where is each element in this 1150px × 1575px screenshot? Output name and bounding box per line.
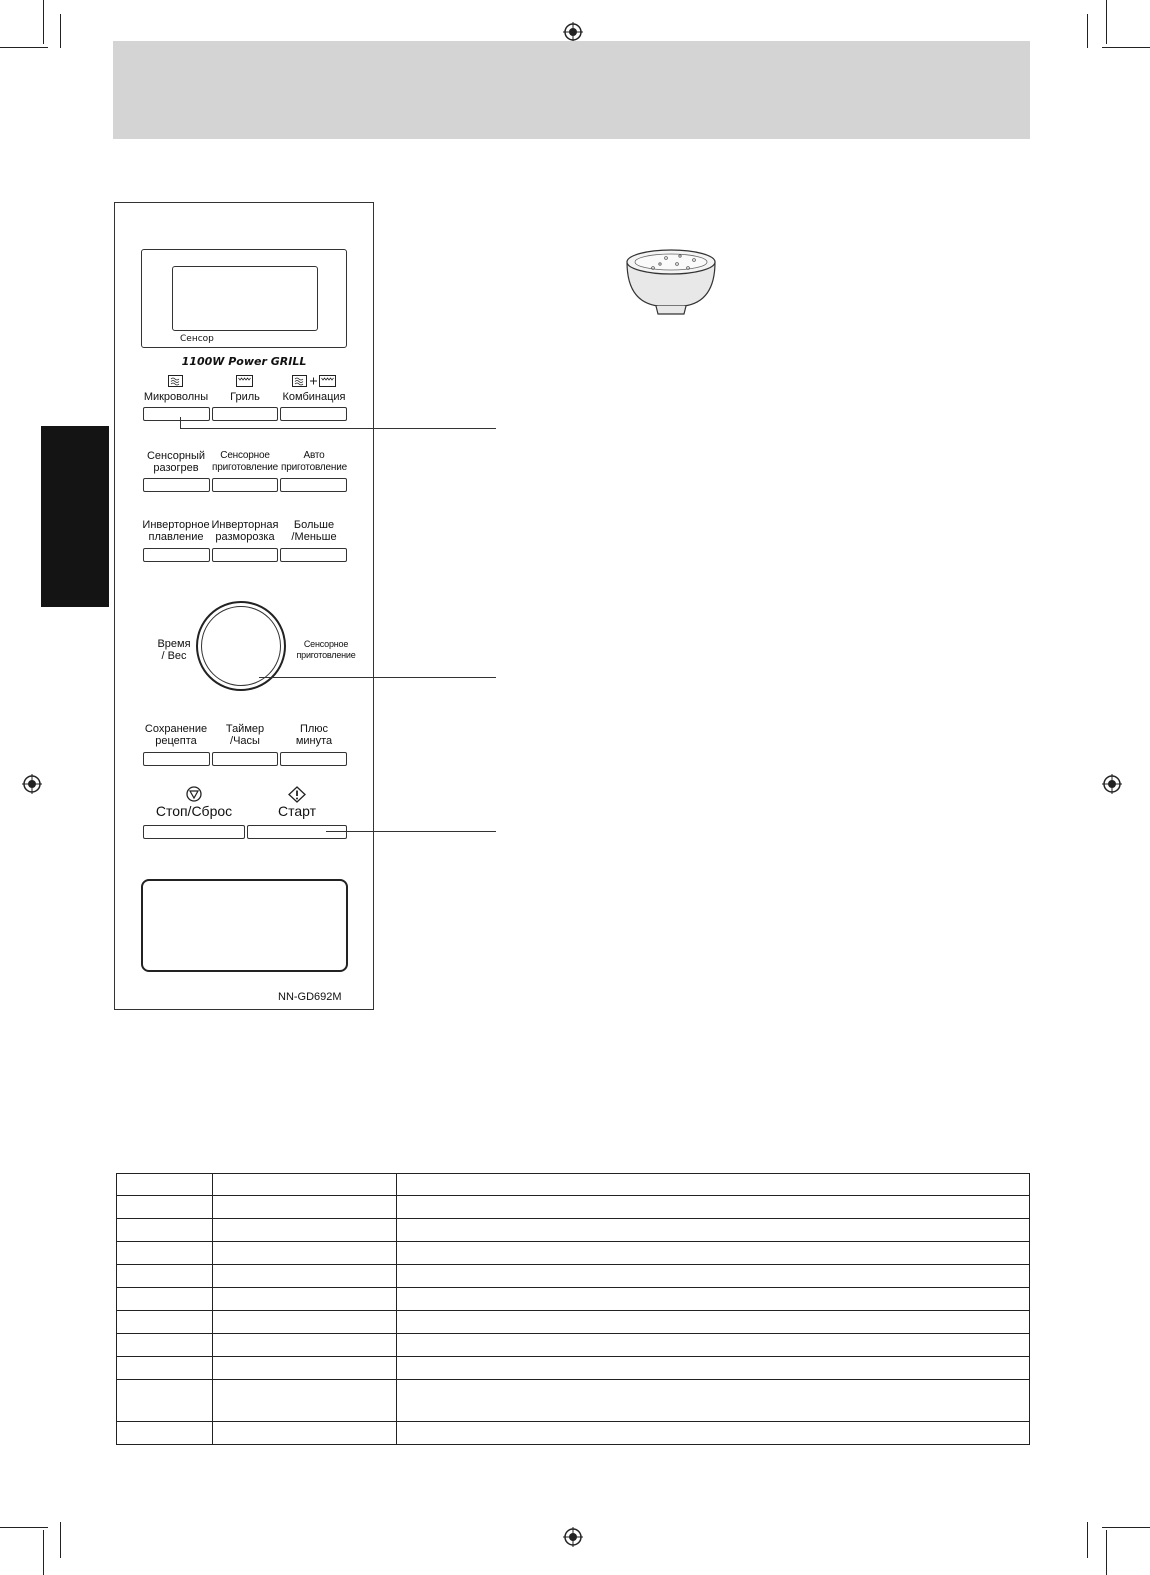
- combination-icon: [292, 375, 337, 387]
- start-label: Старт: [277, 803, 317, 819]
- registration-mark-icon: [1102, 774, 1122, 794]
- crop-mark: [43, 1530, 44, 1575]
- leader-line: [180, 428, 496, 429]
- timer-clock-label: [210, 723, 280, 747]
- sensor-cook-button[interactable]: [212, 478, 278, 492]
- label-line: плавление: [148, 531, 204, 543]
- crop-mark: [1102, 47, 1150, 48]
- table-row-line: [116, 1287, 1030, 1288]
- crop-mark: [1087, 14, 1088, 48]
- table-row-line: [116, 1241, 1030, 1242]
- table-row-line: [116, 1195, 1030, 1196]
- leader-line: [259, 677, 496, 678]
- microwave-icon: [168, 375, 183, 387]
- registration-mark-icon: [563, 1527, 583, 1547]
- table-row-line: [116, 1356, 1030, 1357]
- table-row-line: [116, 1264, 1030, 1265]
- table-row-line: [116, 1421, 1030, 1422]
- label-line: Сенсорное: [303, 639, 349, 649]
- table-col-line: [1029, 1173, 1030, 1445]
- save-recipe-label: [138, 723, 214, 747]
- label-line: приготовление: [281, 462, 347, 473]
- label-line: Сенсорный: [146, 450, 206, 462]
- label-line: Плюс: [299, 723, 329, 735]
- dial-inner-ring: [201, 606, 281, 686]
- label-line: Время: [157, 638, 191, 650]
- label-line: разморозка: [215, 531, 275, 543]
- inverter-defrost-label: [207, 519, 283, 543]
- label-line: рецепта: [155, 735, 197, 747]
- label-line: / Вес: [161, 650, 187, 662]
- label-line: /Часы: [230, 735, 260, 747]
- label-line: минута: [295, 735, 333, 747]
- dial-left-label: [148, 638, 200, 662]
- label-line: Таймер: [225, 723, 265, 735]
- table-row-line: [116, 1173, 1030, 1174]
- table-row-line: [116, 1310, 1030, 1311]
- sensor-label: Сенсор: [180, 334, 214, 344]
- registration-mark-icon: [563, 22, 583, 42]
- auto-cook-button[interactable]: [280, 478, 347, 492]
- stop-reset-label: Стоп/Сброс: [155, 803, 233, 819]
- crop-mark: [60, 1522, 61, 1558]
- timer-clock-button[interactable]: [212, 752, 278, 766]
- microwave-label: Микроволны: [143, 391, 209, 403]
- save-recipe-button[interactable]: [143, 752, 210, 766]
- brand-label: 1100W Power GRILL: [181, 355, 307, 368]
- plus-minute-label: [278, 723, 350, 747]
- crop-mark: [1087, 1522, 1088, 1558]
- start-icon: [288, 786, 306, 803]
- label-line: Сохранение: [144, 723, 208, 735]
- sensor-reheat-label: [140, 450, 212, 474]
- crop-mark: [1106, 0, 1107, 44]
- dial-right-label: [292, 639, 360, 661]
- crop-mark: [1102, 1527, 1150, 1528]
- inverter-defrost-button[interactable]: [212, 548, 278, 562]
- door-window: [141, 879, 348, 972]
- rice-bowl-icon: [622, 244, 720, 318]
- more-less-label: [278, 519, 350, 543]
- label-line: Сенсорное: [220, 450, 270, 461]
- table-row-line: [116, 1444, 1030, 1445]
- more-less-button[interactable]: [280, 548, 347, 562]
- display-screen: [172, 266, 318, 331]
- grill-label: Гриль: [230, 391, 260, 403]
- grill-button[interactable]: [212, 407, 278, 421]
- inverter-melt-label: [138, 519, 214, 543]
- header-band: [113, 41, 1030, 139]
- crop-mark: [1106, 1530, 1107, 1575]
- crop-mark: [0, 1527, 48, 1528]
- stop-reset-button[interactable]: [143, 825, 245, 839]
- table-col-line: [396, 1173, 397, 1445]
- plus-minute-button[interactable]: [280, 752, 347, 766]
- label-line: Авто: [303, 450, 325, 461]
- sensor-reheat-button[interactable]: [143, 478, 210, 492]
- crop-mark: [43, 0, 44, 44]
- table-row-line: [116, 1218, 1030, 1219]
- sensor-cook-label: [206, 450, 284, 474]
- label-line: разогрев: [153, 462, 199, 474]
- label-line: /Меньше: [291, 531, 337, 543]
- combination-label: Комбинация: [282, 391, 346, 403]
- table-col-line: [116, 1173, 117, 1445]
- crop-mark: [60, 14, 61, 48]
- data-table: [116, 1173, 1030, 1445]
- label-line: Инверторная: [211, 519, 279, 531]
- grill-icon: [236, 375, 253, 387]
- microwave-button[interactable]: [143, 407, 210, 421]
- start-button[interactable]: [247, 825, 347, 839]
- model-number: NN-GD692M: [278, 991, 342, 1003]
- table-col-line: [212, 1173, 213, 1445]
- registration-mark-icon: [22, 774, 42, 794]
- combination-button[interactable]: [280, 407, 347, 421]
- label-line: приготовление: [296, 650, 356, 660]
- crop-mark: [0, 47, 48, 48]
- inverter-melt-button[interactable]: [143, 548, 210, 562]
- auto-cook-label: [276, 450, 352, 474]
- section-side-tab: [41, 426, 109, 607]
- stop-icon: [186, 786, 202, 802]
- label-line: Инверторное: [142, 519, 210, 531]
- leader-line: [326, 831, 496, 832]
- table-row-line: [116, 1379, 1030, 1380]
- table-row-line: [116, 1333, 1030, 1334]
- label-line: приготовление: [212, 462, 278, 473]
- label-line: Больше: [293, 519, 335, 531]
